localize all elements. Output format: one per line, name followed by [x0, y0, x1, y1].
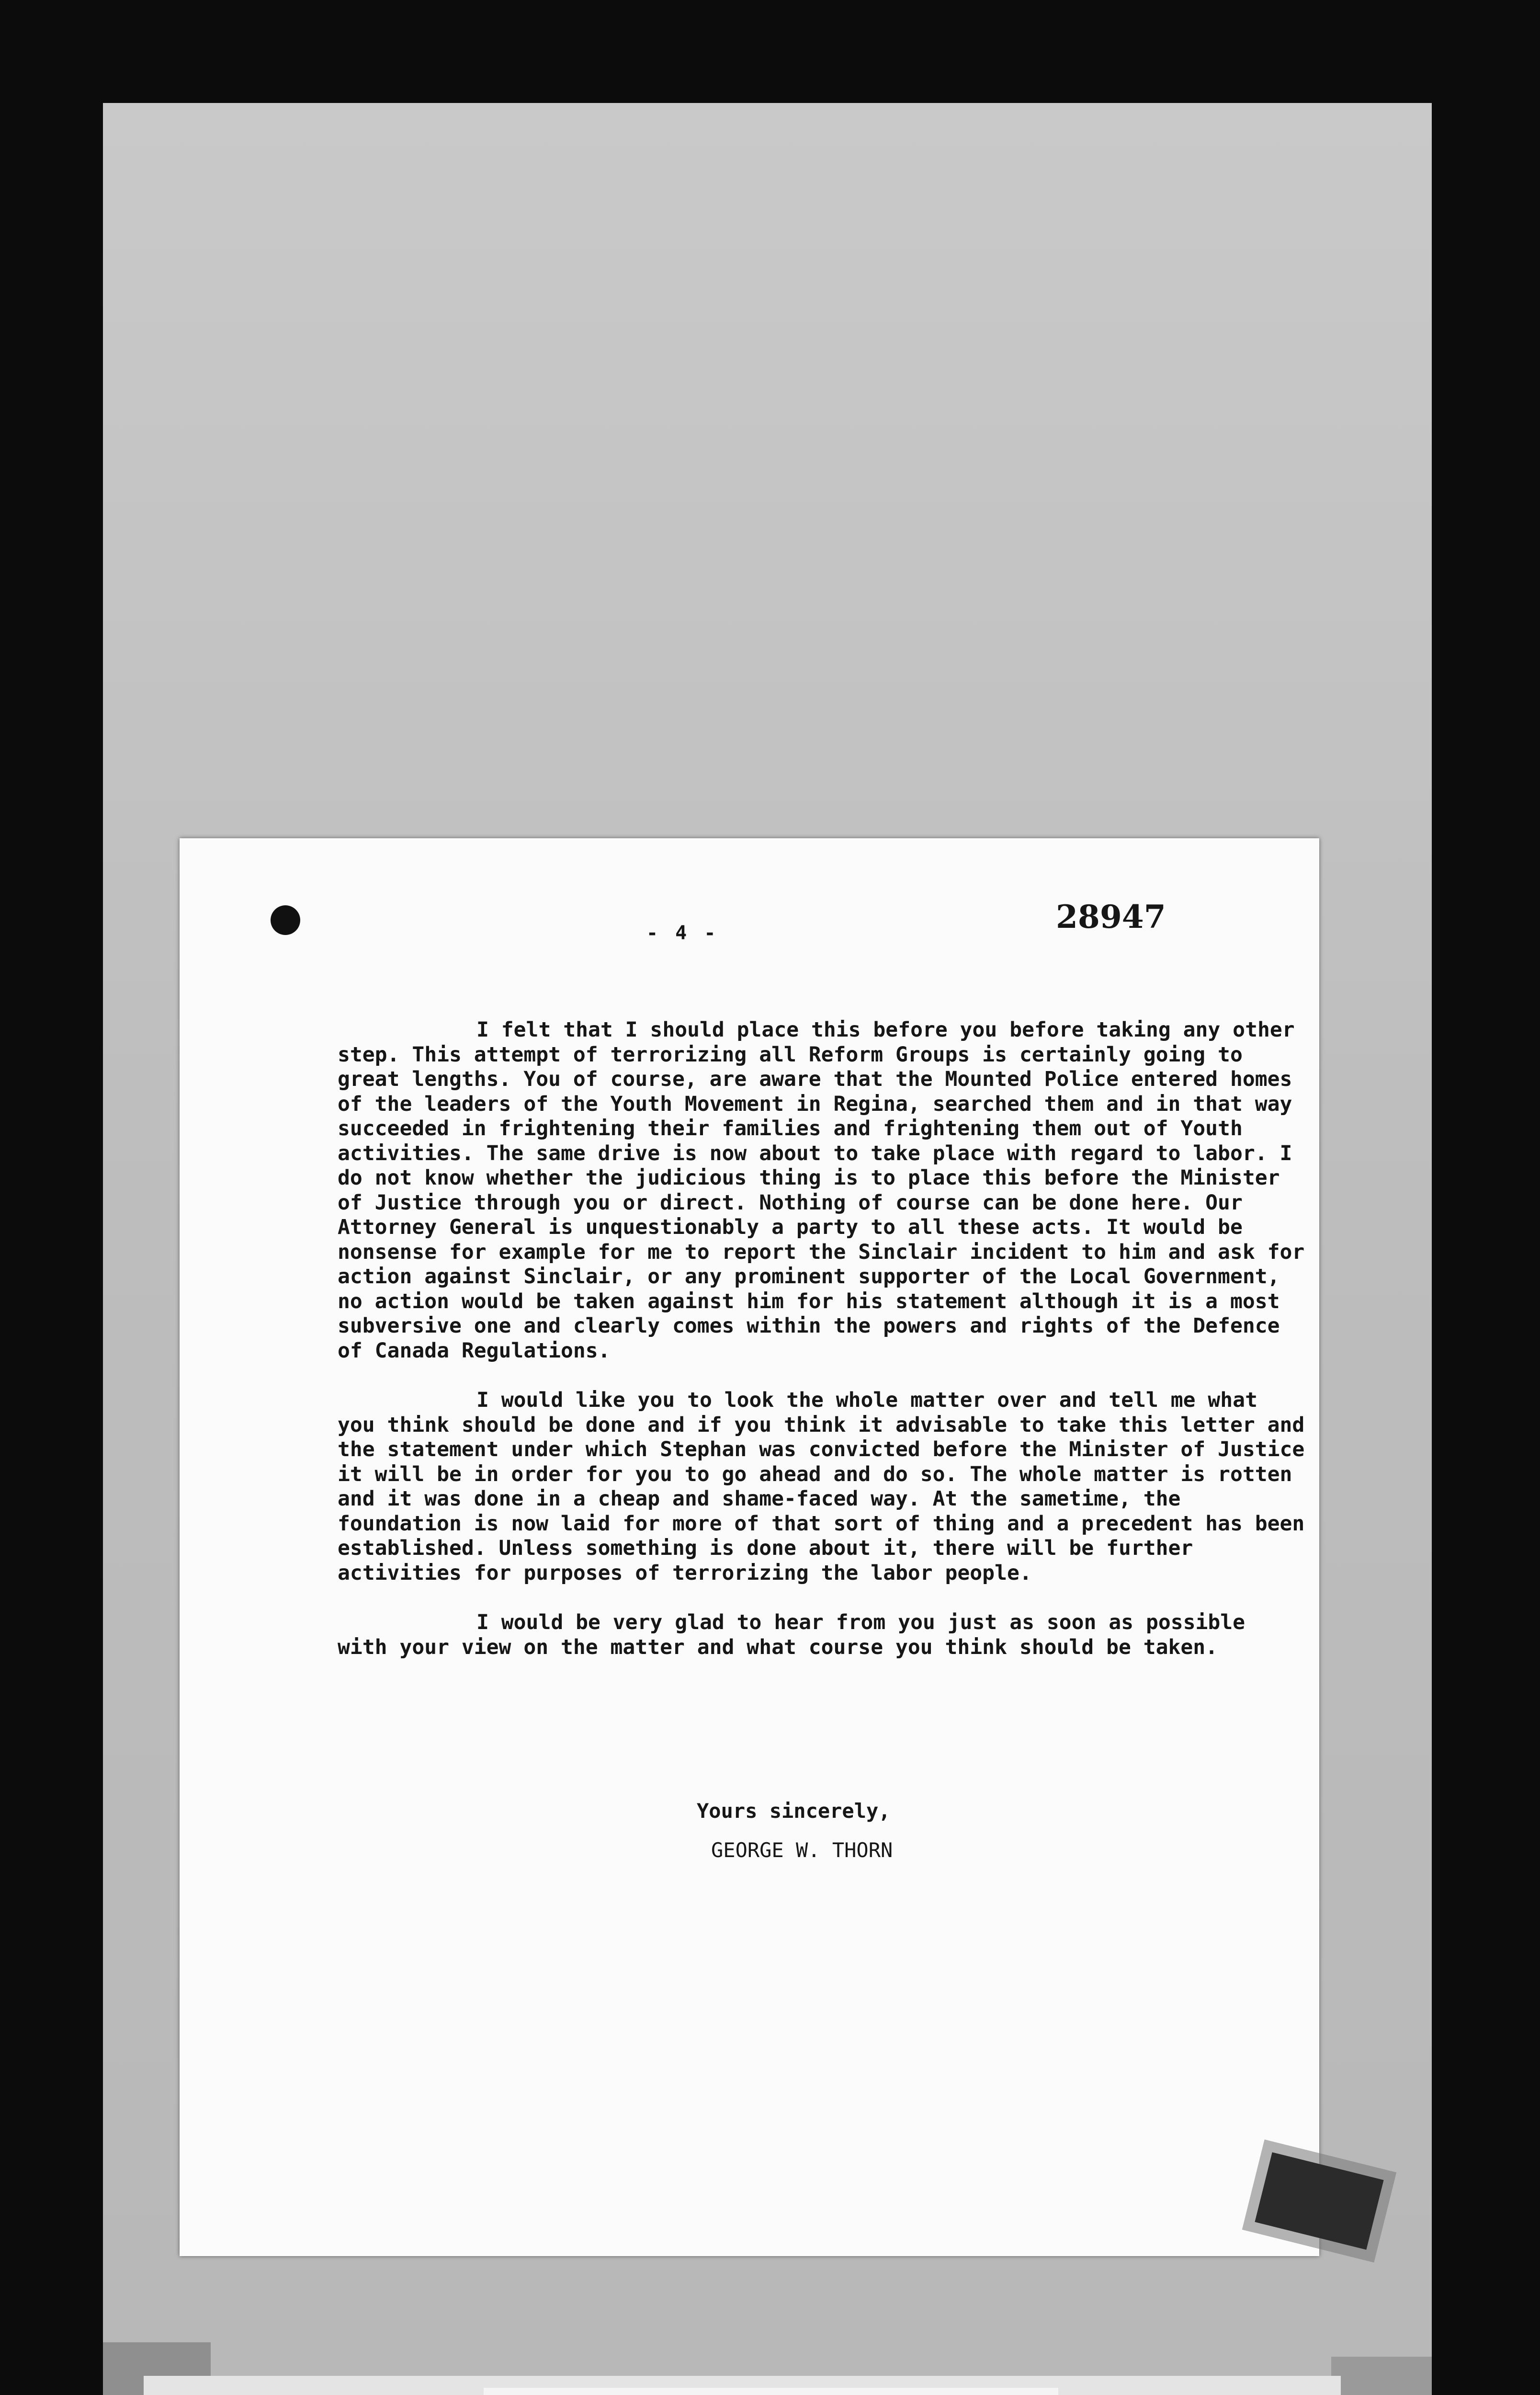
paragraph: I would be very glad to hear from you just as soon as possible with your view on the matter and what course you think should be taken. — [338, 1610, 1246, 1659]
signature-name: GEORGE W. THORN — [711, 1838, 893, 1862]
typed-letter-page — [180, 838, 1319, 2256]
document-number: 28947 — [1056, 898, 1166, 935]
page-number: - 4 - — [646, 922, 719, 944]
valediction: Yours sincerely, — [697, 1799, 891, 1823]
paragraph: I felt that I should place this before you before taking any other step. This attempt of terrorizing all Reform Groups is certainly going to great lengths. You of course, are aware that the Mounted Police entered homes of the leaders of the Youth Movement in Regina, searched them and in that way succeeded in frightening their families and frightening them out of Youth activities. The same drive is now about to take place with regard to labor. I do not know whether the judicious thing is to place this before the Minister of Justice through you or direct. Nothing of course can be done here. Our Attorney General is unquestionably a party to all these acts. It would be nonsense for example for me to report the Sinclair incident to him and ask for action against Sinclair, or any prominent supporter of the Local Government, no action would be taken against him for his statement although it is a most subversive one and clearly comes within the powers and rights of the Defence of Canada Regulations. — [338, 1018, 1305, 1363]
punch-hole — [271, 905, 300, 935]
volume-label — [484, 2388, 1058, 2395]
letter-closing — [697, 1791, 893, 1870]
paragraph: I would like you to look the whole matter over and tell me what you think should be done and if you think it advisable to take this letter and the statement under which Stephan was convicted before the Minister of Justice it will be in order for you to go ahead and do so. The whole matter is rotten and it was done in a cheap and shame-faced way. At the sametime, the foundation is now laid for more of that sort of thing and a precedent has been established. Unless something is done about it, there will be further activities for purposes of terrorizing the labor people. — [338, 1388, 1305, 1585]
letter-body — [338, 1018, 1305, 1685]
right-clip — [1331, 2357, 1432, 2395]
